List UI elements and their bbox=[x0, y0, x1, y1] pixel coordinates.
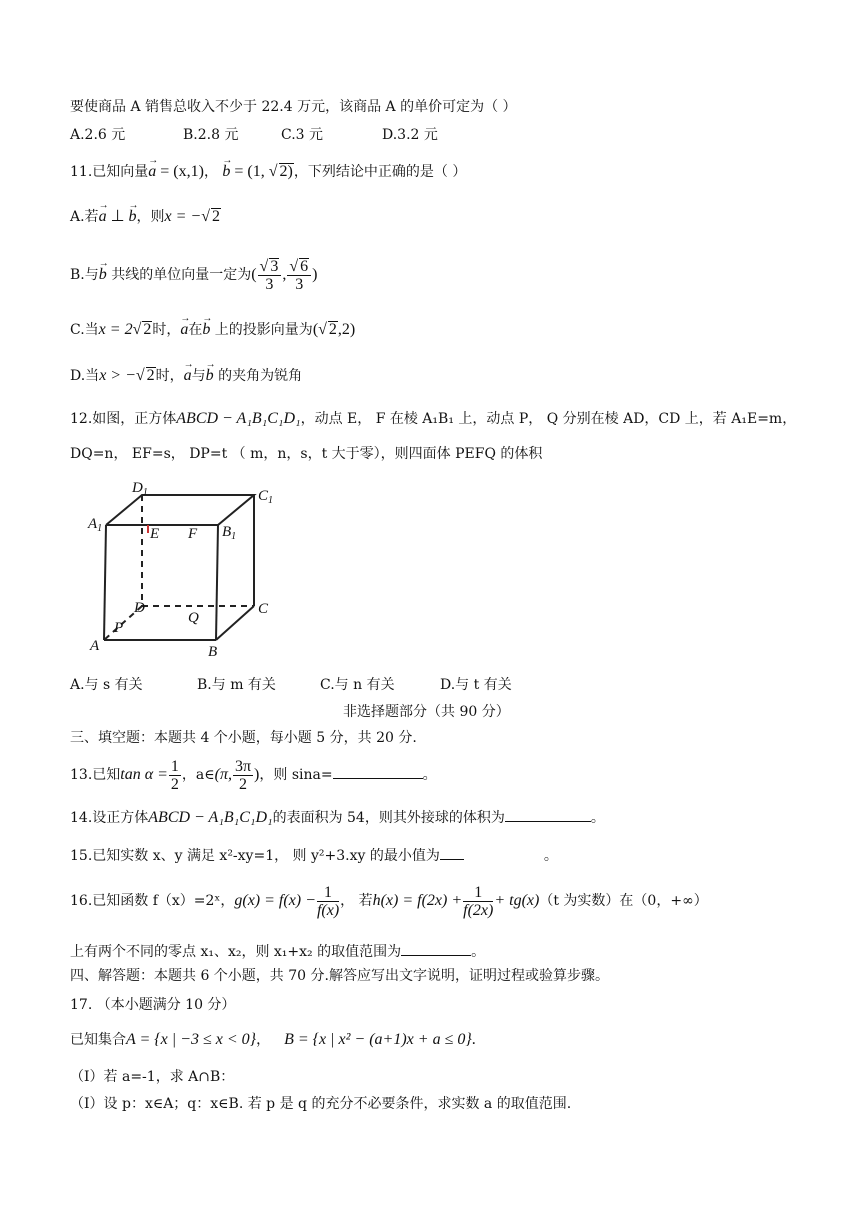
section4-heading: 四、解答题：本题共 6 个小题，共 70 分.解答应写出文字说明，证明过程或验算步骤。 bbox=[70, 968, 609, 984]
q15: 15.已知实数 x、y 满足 x²-xy=1， 则 y²+3.xy 的最小值为 。 bbox=[70, 848, 558, 864]
q11-a-then: ，则 bbox=[136, 209, 165, 225]
q12-prefix: 12.如图，正方体 bbox=[70, 411, 177, 427]
q11-d-root: 2 bbox=[146, 367, 155, 384]
q11-prefix: 11.已知向量 bbox=[70, 164, 149, 180]
label-a1: $A_1$ bbox=[88, 516, 103, 534]
q17-prefix: 已知集合 bbox=[70, 1032, 126, 1048]
q11-c-text: 上的投影向量为 bbox=[210, 322, 313, 338]
fraction-sqrt3-over-3: $\frac{√ 3}{3}$ bbox=[258, 258, 282, 293]
vector-a: → a bbox=[148, 162, 156, 182]
vector-b: → b bbox=[99, 256, 107, 294]
q15-text: 15.已知实数 x、y 满足 x²-xy=1， 则 y²+3.xy 的最小值为 bbox=[70, 848, 440, 864]
q10-stem: 要使商品 A 销售总收入不少于 22.4 万元，该商品 A 的单价可定为（ ） bbox=[70, 99, 517, 115]
q16-suffix: （t 为实数）在（0，+∞） bbox=[539, 893, 708, 909]
cube-figure bbox=[84, 480, 284, 660]
q11-c-cond: x = 2 bbox=[98, 321, 133, 338]
vector-a: → a bbox=[180, 320, 188, 340]
q12-cube-name: ABCD − A₁B₁C₁D₁ bbox=[176, 410, 301, 427]
q17-part1: （I）若 a=-1，求 A∩B： bbox=[70, 1069, 235, 1085]
q12-line1 bbox=[70, 409, 796, 429]
vector-b: → b bbox=[129, 207, 137, 227]
q11-c-root: 2 bbox=[143, 321, 152, 338]
q16-line2-text: 上有两个不同的零点 x₁、x₂，则 x₁+x₂ 的取值范围为 bbox=[70, 944, 402, 960]
q11-stem: 11.已知向量→ a = (x,1)， → b = (1, √ 2)，下列结论中正确的是（ ） bbox=[70, 162, 466, 182]
q14-suffix: 的表面积为 54，则其外接球的体积为 bbox=[272, 810, 505, 826]
q16-prefix: 16.已知函数 f（x）=2ˣ， bbox=[70, 893, 235, 909]
q17-set-a: A = {x | −3 ≤ x < 0} bbox=[126, 1031, 257, 1048]
edge-aa1 bbox=[104, 525, 106, 640]
q16-h-tail: + tg(x) bbox=[494, 892, 540, 909]
q11-d-text: 的夹角为锐角 bbox=[213, 368, 303, 384]
q13-suffix: ，则 sina= bbox=[259, 767, 333, 783]
label-e: E bbox=[150, 526, 160, 542]
label-p: P bbox=[114, 620, 124, 636]
q13-answer-blank[interactable] bbox=[333, 778, 423, 779]
q13: 13.已知tan α = $\frac{1}{2}$ ，a∈(π, $\frac{3\pi}{2}$ )，则 sina= 。 bbox=[70, 757, 437, 793]
q13-tan: tan α = bbox=[120, 766, 168, 783]
vector-a: → a bbox=[99, 207, 107, 227]
q15-answer-blank[interactable] bbox=[440, 859, 464, 860]
fraction-1-over-fx: $\frac{1}{f(x)}$ bbox=[316, 883, 340, 919]
vector-a: → a bbox=[184, 366, 192, 386]
label-a: A bbox=[90, 638, 100, 654]
label-d1: $D_1$ bbox=[132, 480, 148, 498]
label-c: C bbox=[258, 601, 269, 617]
label-b: B bbox=[208, 644, 218, 660]
q17-part2: （I）设 p：x∈A；q：x∈B. 若 p 是 q 的充分不必要条件，求实数 a 的取值范围. bbox=[70, 1096, 572, 1112]
q16-h-lhs: h(x) = f(2x) + bbox=[372, 892, 463, 909]
fraction-sqrt6-over-3: $\frac{√ 6}{3}$ bbox=[287, 258, 311, 293]
q16-line1 bbox=[70, 880, 708, 922]
q11-d-mid: 与 bbox=[191, 368, 206, 384]
part2-title: 非选择题部分（共 90 分） bbox=[343, 704, 510, 720]
q11-d-when: 时， bbox=[155, 368, 184, 384]
q11-c-mid: 在 bbox=[188, 322, 203, 338]
q14-answer-blank[interactable] bbox=[505, 821, 591, 822]
q11-b-def: = (1, bbox=[230, 163, 269, 180]
section3-heading: 三、填空题：本题共 4 个小题，每小题 5 分，共 20 分. bbox=[70, 730, 417, 746]
q11-option-a: A.若→ a ⊥ → b，则x = −√ 2 bbox=[70, 207, 221, 227]
fraction-3pi-over-2: $\frac{3\pi}{2}$ bbox=[234, 757, 252, 793]
q11-a-perp: ⊥ bbox=[106, 208, 129, 225]
q10-option-b: B.2.8 元 bbox=[183, 127, 239, 143]
q16-answer-blank[interactable] bbox=[401, 955, 471, 956]
q17-stem: 已知集合A = {x | −3 ≤ x < 0}， B = {x | x² − (a+1)x + a ≤ 0}. bbox=[70, 1031, 476, 1048]
q16-g-lhs: g(x) = f(x) − bbox=[234, 892, 316, 909]
q11-a-prefix: A.若 bbox=[70, 209, 99, 225]
q12-option-a: A.与 s 有关 bbox=[70, 677, 143, 693]
q11-suffix: ，下列结论中正确的是（ ） bbox=[293, 164, 467, 180]
q16-line2: 上有两个不同的零点 x₁、x₂，则 x₁+x₂ 的取值范围为 。 bbox=[70, 944, 486, 960]
q10-option-a: A.2.6 元 bbox=[70, 127, 126, 143]
fraction-one-half: $\frac{1}{2}$ bbox=[170, 757, 179, 793]
q11-b-root: 2) bbox=[279, 163, 293, 180]
q13-prefix: 13.已知 bbox=[70, 767, 121, 783]
q12-option-c: C.与 n 有关 bbox=[320, 677, 395, 693]
q11-a-value: x = − bbox=[164, 208, 202, 225]
fraction-1-over-f2x: $\frac{1}{f(2x)}$ bbox=[463, 883, 494, 919]
q14-prefix: 14.设正方体 bbox=[70, 810, 149, 826]
edge-bc bbox=[216, 606, 254, 640]
q11-b-text: 共线的单位向量一定为 bbox=[106, 267, 252, 283]
label-d: D bbox=[134, 600, 145, 616]
q11-b-prefix: B.与 bbox=[70, 267, 99, 283]
q11-option-d: D.当x > −√ 2时，→ a与→ b 的夹角为锐角 bbox=[70, 366, 302, 386]
q17-set-b: B = {x | x² − (a+1)x + a ≤ 0} bbox=[284, 1031, 472, 1048]
q12-line2: DQ=n， EF=s， DP=t （ m，n，s，t 大于零），则四面体 PEFQ 的体积 bbox=[70, 446, 543, 462]
q11-d-prefix: D.当 bbox=[70, 368, 100, 384]
q14-cube-name: ABCD − A₁B₁C₁D₁ bbox=[148, 809, 273, 826]
q12-suffix: ，动点 E， F 在棱 A₁B₁ 上，动点 P， Q 分别在棱 AD，CD 上，若 A₁E=m， bbox=[300, 411, 797, 427]
q11-a-def: = (x,1) bbox=[156, 163, 204, 180]
vector-b: → b bbox=[222, 162, 230, 182]
q10-option-c: C.3 元 bbox=[281, 127, 324, 143]
label-b1: $B_1$ bbox=[222, 524, 237, 542]
q11-d-cond: x > − bbox=[99, 367, 136, 384]
q11-c-prefix: C.当 bbox=[70, 322, 99, 338]
q11-c-when: 时， bbox=[152, 322, 181, 338]
edge-bb1 bbox=[216, 525, 218, 640]
label-q: Q bbox=[188, 610, 199, 626]
q11-a-root: 2 bbox=[211, 208, 220, 225]
label-c1: $C_1$ bbox=[258, 488, 274, 506]
label-f: F bbox=[188, 526, 198, 542]
q10-option-d: D.3.2 元 bbox=[382, 127, 438, 143]
q16-mid: ， 若 bbox=[340, 893, 373, 909]
q11-option-c: C.当x = 2√ 2时，→ a在→ b 上的投影向量为(√ 2,2) bbox=[70, 320, 355, 340]
cube-top-face bbox=[106, 495, 254, 525]
q12-option-b: B.与 m 有关 bbox=[197, 677, 276, 693]
q13-mid: ，a∈ bbox=[181, 767, 215, 783]
q12-option-d: D.与 t 有关 bbox=[440, 677, 512, 693]
q11-c-root2: 2 bbox=[328, 321, 337, 338]
q11-option-b: B.与→ b 共线的单位向量一定为( $\frac{√ 3}{3}$ , $\frac{√ 6}{3}$ ) bbox=[70, 256, 317, 294]
q14: 14.设正方体ABCD − A₁B₁C₁D₁的表面积为 54，则其外接球的体积为 。 bbox=[70, 809, 605, 826]
q17-title: 17. （本小题满分 10 分） bbox=[70, 997, 236, 1013]
vector-b: → b bbox=[206, 366, 214, 386]
vector-b: → b bbox=[202, 320, 210, 340]
